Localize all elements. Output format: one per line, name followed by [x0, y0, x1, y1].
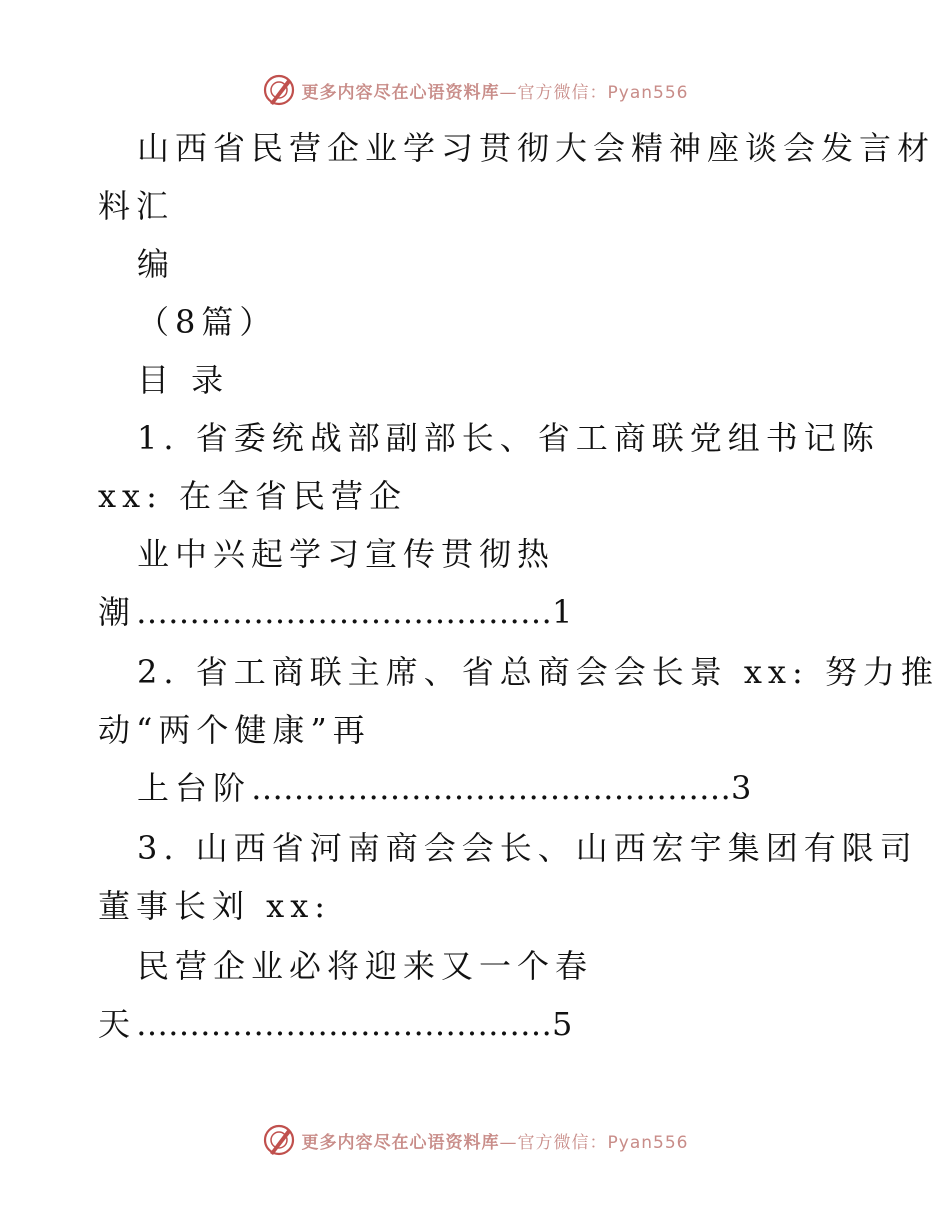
toc-entry-3-line-2: 董事长刘 xx:	[98, 887, 332, 925]
toc-entry-1-line-2: xx: 在全省民营企	[98, 477, 408, 515]
page-number: 5	[552, 1005, 579, 1043]
toc-entry-2-line-2: 动“两个健康”再	[98, 711, 371, 749]
pen-logo-icon	[262, 73, 296, 107]
toc-heading: 目 录	[137, 361, 230, 399]
pen-logo-icon	[262, 1123, 296, 1157]
watermark-footer	[0, 1120, 950, 1160]
article-count: （8篇）	[137, 303, 278, 341]
toc-entry-1-line-3: 业中兴起学习宣传贯彻热	[137, 535, 556, 573]
toc-entry-1-line-1: 1. 省委统战部副部长、省工商联党组书记陈	[137, 419, 880, 457]
watermark-header	[0, 70, 950, 110]
toc-entry-3-line-4: 天…………………………………5	[98, 1005, 579, 1043]
toc-entry-2-line-3: 上台阶………………………………………3	[137, 769, 758, 807]
toc-entry-3-line-3: 民营企业必将迎来又一个春	[137, 947, 594, 985]
watermark-text: 更多内容尽在心语资料库—官方微信：Pyan556	[301, 1132, 689, 1153]
toc-entry-1-line-4: 潮…………………………………1	[98, 593, 579, 631]
leader-dots: …………………………………	[136, 593, 553, 631]
document-title-line-3: 编	[137, 245, 176, 283]
watermark-text: 更多内容尽在心语资料库—官方微信：Pyan556	[301, 82, 689, 103]
document-title-line-2: 料汇	[98, 187, 175, 225]
toc-entry-3-line-1: 3. 山西省河南商会会长、山西宏宇集团有限司	[137, 829, 918, 867]
leader-dots: …………………………………	[136, 1005, 553, 1043]
toc-entry-2-line-1: 2. 省工商联主席、省总商会会长景 xx: 努力推	[137, 653, 939, 691]
page-number: 3	[731, 769, 758, 807]
document-title-line-1: 山西省民营企业学习贯彻大会精神座谈会发言材	[137, 129, 936, 167]
leader-dots: ………………………………………	[251, 769, 732, 807]
page-number: 1	[552, 593, 579, 631]
